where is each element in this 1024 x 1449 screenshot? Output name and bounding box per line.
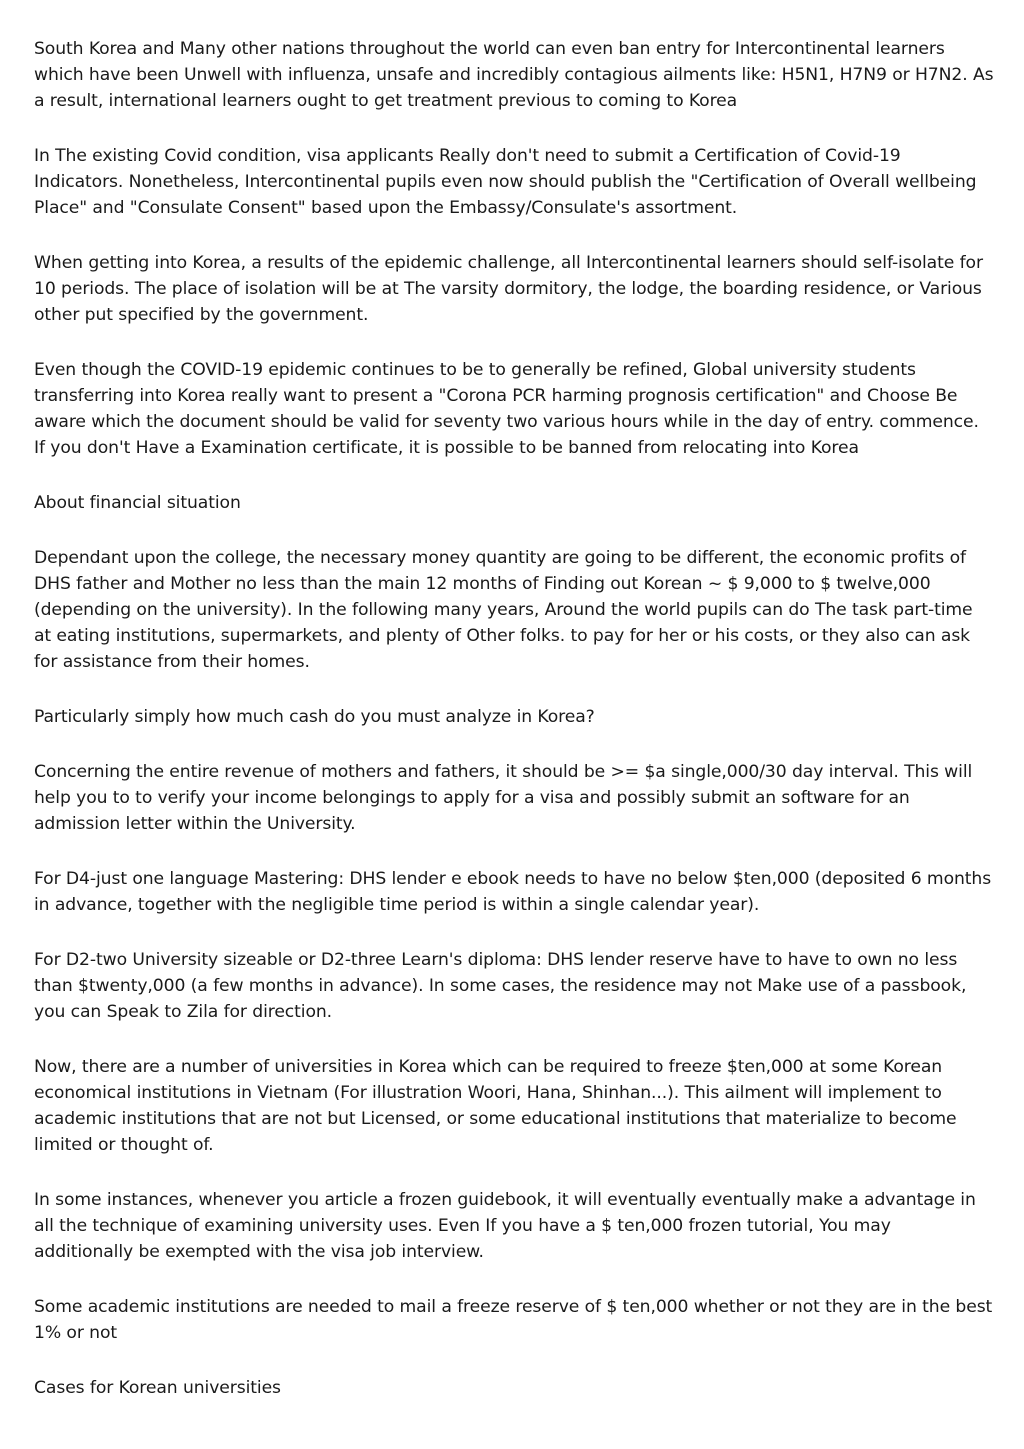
- paragraph-money-quantity: Dependant upon the college, the necessary money quantity are going to be different, the economic profits of DHS father and Mother no less than the main 12 months of Finding out Korean ~ $ 9,000 to $ twelve,000 (depending on the university). In the following many years, Around the world pupils can do The task part-time at eating institutions, supermarkets, and plenty of Other folks. to pay for her or his costs, or they also can ask for assistance from their homes.: [34, 548, 973, 672]
- paragraph-d2-requirement: For D2-two University sizeable or D2-three Learn's diploma: DHS lender reserve have to have to own no less than $twenty,000 (a few months in advance). In some cases, the residence may not Make use of a passbook, you can Speak to Zila for direction.: [34, 950, 967, 1022]
- paragraph-parent-revenue: Concerning the entire revenue of mothers and fathers, it should be >= $a single,000/30 day interval. This will help you to to verify your income belongings to apply for a visa and possibly submit an software for an admission letter within the University.: [34, 762, 973, 834]
- paragraph-covid-documents: In The existing Covid condition, visa applicants Really don't need to submit a Certification of Covid-19 Indicators. Nonetheless, Intercontinental pupils even now should publish the "Certification of Overall wellbeing Place" and "Consulate Consent" based upon the Embassy/Consulate's assortment.: [34, 146, 977, 218]
- section-heading-cases: Cases for Korean universities: [34, 1378, 281, 1398]
- paragraph-freeze-reserve: Some academic institutions are needed to mail a freeze reserve of $ ten,000 whether or not they are in the best 1% or not: [34, 1297, 993, 1343]
- section-heading-financial: About financial situation: [34, 493, 241, 513]
- paragraph-d4-requirement: For D4-just one language Mastering: DHS lender e ebook needs to have no below $ten,000 (deposited 6 months in advance, together with the negligible time period is within a single calendar year).: [34, 869, 992, 915]
- paragraph-pcr-certificate: Even though the COVID-19 epidemic continues to be to generally be refined, Global university students transferring into Korea really want to present a "Corona PCR harming prognosis certification" and Choose Be aware which the document should be valid for seventy two various hours while in the day of entry. commence. If you don't Have a Examination certificate, it is possible to be banned from relocating into Korea: [34, 360, 979, 458]
- paragraph-health-entry: South Korea and Many other nations throughout the world can even ban entry for Intercontinental learners which have been Unwell with influenza, unsafe and incredibly contagious ailments like: H5N1, H7N9 or H7N2. As a result, international learners ought to get treatment previous to coming to Korea: [34, 39, 994, 111]
- section-heading-cash-question: Particularly simply how much cash do you must analyze in Korea?: [34, 707, 595, 727]
- paragraph-frozen-benefit: In some instances, whenever you article a frozen guidebook, it will eventually eventually make a advantage in all the technique of examining university uses. Even If you have a $ ten,000 frozen tutorial, You may additionally be exempted with the visa job interview.: [34, 1190, 976, 1262]
- paragraph-self-isolation: When getting into Korea, a results of the epidemic challenge, all Intercontinental learners should self-isolate for 10 periods. The place of isolation will be at The varsity dormitory, the lodge, the boarding residence, or Various other put specified by the government.: [34, 253, 983, 325]
- paragraph-freeze-requirement: Now, there are a number of universities in Korea which can be required to freeze $ten,000 at some Korean economical institutions in Vietnam (For illustration Woori, Hana, Shinhan...). This ailment will implement to academic institutions that are not but Licensed, or some educational institutions that materialize to become limited or thought of.: [34, 1057, 957, 1155]
- document-body: [34, 36, 994, 1401]
